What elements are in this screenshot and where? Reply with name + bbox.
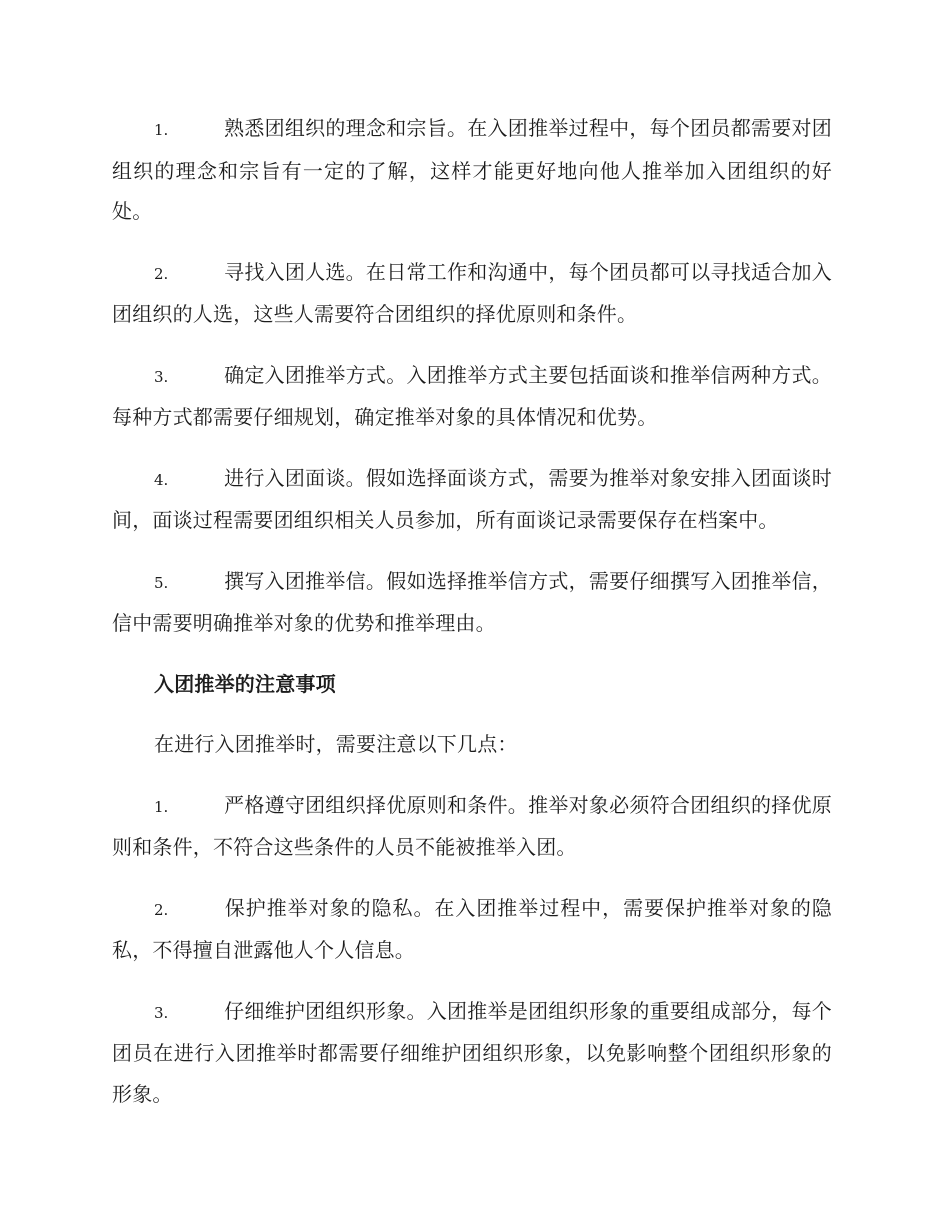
list-item xyxy=(112,355,832,438)
list-item-text: 确定入团推举方式。入团推举方式主要包括面谈和推举信两种方式。每种方式都需要仔细规划，确定推举对象的具体情况和优势。 xyxy=(112,362,832,429)
list-item xyxy=(112,252,832,335)
list-number: 3. xyxy=(154,367,169,386)
list-item xyxy=(112,561,832,644)
list-item-text: 仔细维护团组织形象。入团推举是团组织形象的重要组成部分，每个团员在进行入团推举时都需要仔细维护团组织形象，以免影响整个团组织形象的形象。 xyxy=(112,998,832,1106)
list-number: 4. xyxy=(154,470,169,489)
list-item xyxy=(112,785,832,868)
list-item xyxy=(112,991,832,1115)
list-number: 2. xyxy=(154,900,169,919)
list-item-text: 撰写入团推举信。假如选择推举信方式，需要仔细撰写入团推举信，信中需要明确推举对象的优势和推举理由。 xyxy=(112,568,832,635)
list-item-text: 保护推举对象的隐私。在入团推举过程中，需要保护推举对象的隐私，不得擅自泄露他人个人信息。 xyxy=(112,895,832,962)
list-item xyxy=(112,888,832,971)
list-item-text: 熟悉团组织的理念和宗旨。在入团推举过程中，每个团员都需要对团组织的理念和宗旨有一定的了解，这样才能更好地向他人推举加入团组织的好处。 xyxy=(112,116,832,223)
list-item-text: 严格遵守团组织择优原则和条件。推举对象必须符合团组织的择优原则和条件，不符合这些条件的人员不能被推举入团。 xyxy=(112,792,832,859)
list-number: 5. xyxy=(154,573,169,592)
list-item xyxy=(112,458,832,541)
list-number: 3. xyxy=(154,1003,169,1022)
list-number: 1. xyxy=(154,121,169,139)
list-item-text: 进行入团面谈。假如选择面谈方式，需要为推举对象安排入团面谈时间，面谈过程需要团组织相关人员参加，所有面谈记录需要保存在档案中。 xyxy=(112,465,832,532)
list-item-text: 寻找入团人选。在日常工作和沟通中，每个团员都可以寻找适合加入团组织的人选，这些人需要符合团组织的择优原则和条件。 xyxy=(112,259,832,326)
list-item xyxy=(112,108,832,232)
section-heading: 入团推举的注意事项 xyxy=(154,671,336,696)
list-number: 2. xyxy=(154,264,169,283)
intro-paragraph: 在进行入团推举时，需要注意以下几点： xyxy=(154,732,518,756)
document-body xyxy=(112,108,832,1134)
list-number: 1. xyxy=(154,797,169,816)
